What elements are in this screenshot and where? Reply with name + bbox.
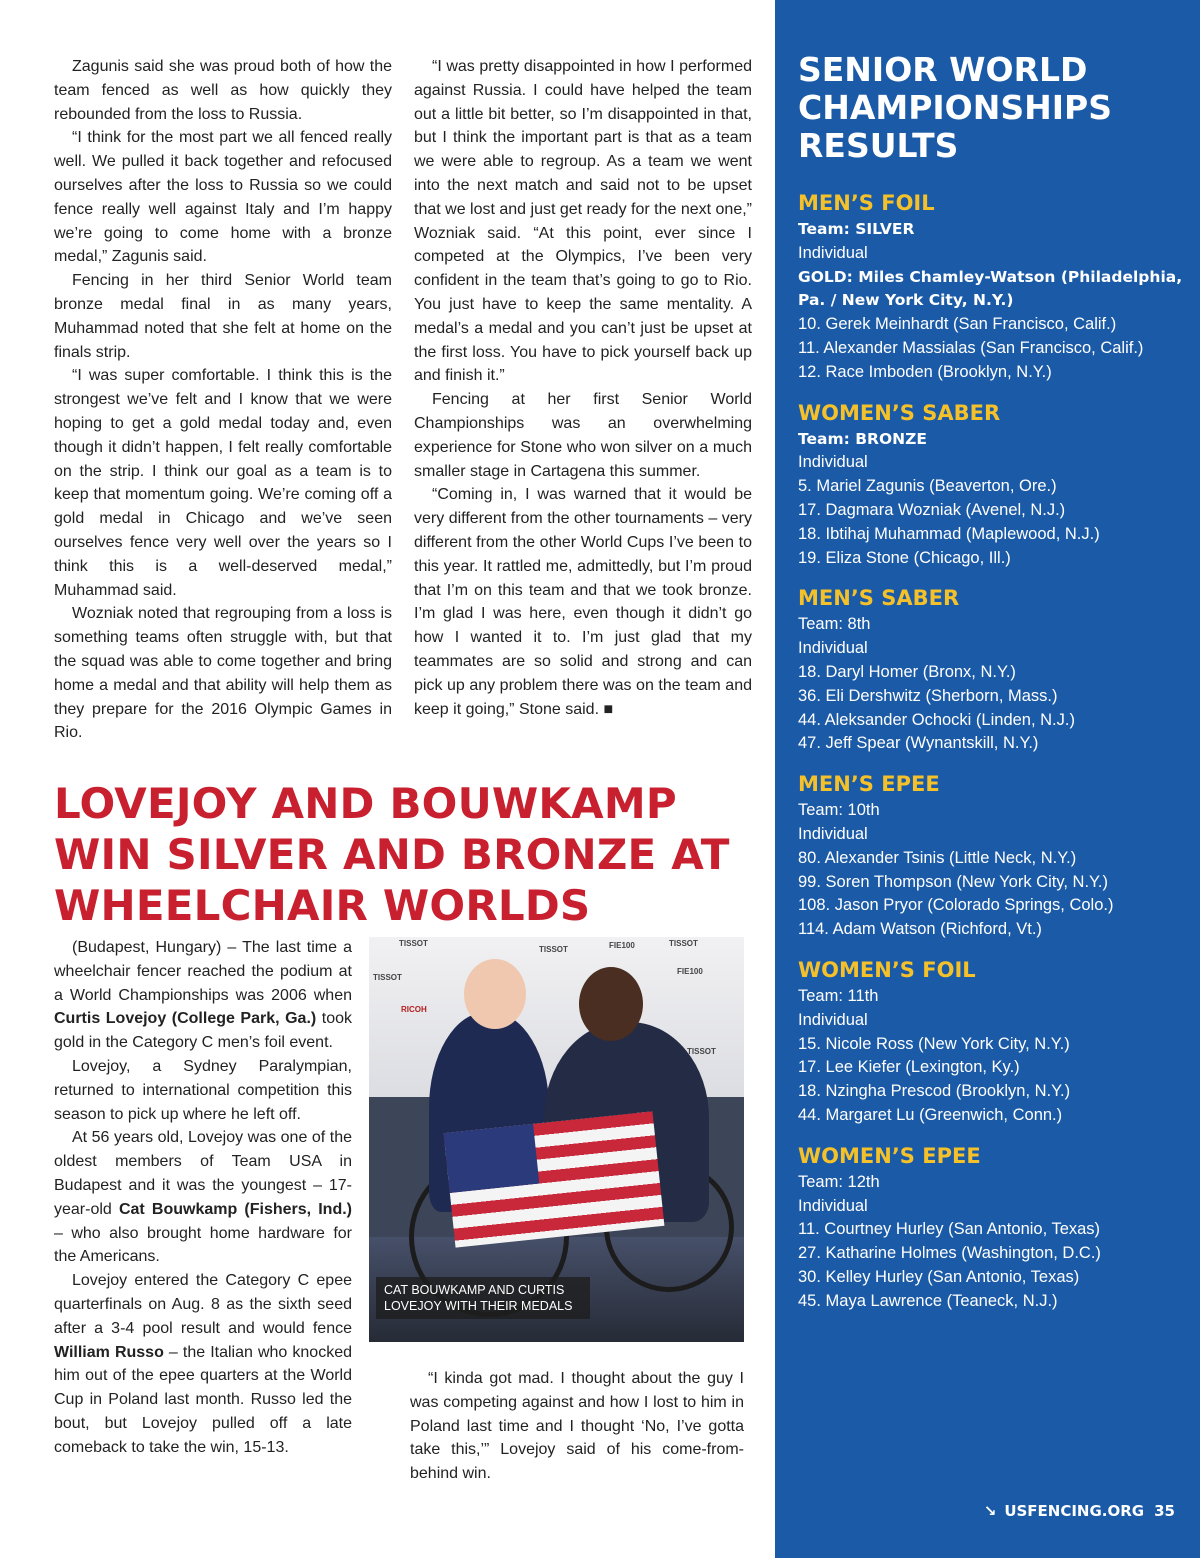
result-line: 5. Mariel Zagunis (Beaverton, Ore.) bbox=[798, 477, 1057, 496]
paragraph: Fencing in her third Senior World team bronze medal final in as many years, Muhammad noted that she felt at home on the finals strip. bbox=[54, 272, 392, 361]
wheelchair-column-2 bbox=[410, 1367, 744, 1486]
results-section bbox=[798, 399, 1188, 571]
result-line: 108. Jason Pryor (Colorado Springs, Colo.) bbox=[798, 896, 1114, 915]
result-line: 11. Courtney Hurley (San Antonio, Texas) bbox=[798, 1220, 1101, 1239]
backdrop-text: TISSOT bbox=[373, 973, 402, 982]
results-section bbox=[798, 770, 1188, 942]
paragraph: “I think for the most part we all fenced really well. We pulled it back together and refocused ourselves after the loss to Russia so we could fence really well against Italy and I’m happy we’re going to come home with a bronze medal,” Zagunis said. bbox=[54, 129, 392, 266]
paragraph bbox=[54, 936, 352, 1055]
paragraph: “I was pretty disappointed in how I performed against Russia. I could have helped the team out a little bit better, so I’m disappointed in that, but I think the important part is that as a team we were able to regroup. As a team we went into the next match and said not to be upset that we lost and just get ready for the next one,” Wozniak said. “At this point, ever since I competed at the Olympics, I’ve been very confident in the team that’s going to go to Rio. You just have to keep the same mentality. A medal’s a medal and you can’t just be upset at the first loss. You have to pick yourself back up and finish it.” bbox=[414, 58, 752, 385]
athlete-right-head bbox=[579, 967, 643, 1041]
wheelchair-headline: LOVEJOY AND BOUWKAMP WIN SILVER AND BRONZE AT WHEELCHAIR WORLDS bbox=[54, 779, 730, 930]
result-line: 36. Eli Dershwitz (Sherborn, Mass.) bbox=[798, 686, 1058, 705]
result-line: Team: 11th bbox=[798, 986, 879, 1005]
results-section bbox=[798, 584, 1188, 756]
result-line: Individual bbox=[798, 639, 868, 658]
result-line: 30. Kelley Hurley (San Antonio, Texas) bbox=[798, 1267, 1080, 1286]
result-highlight: GOLD: Miles Chamley-Watson (Philadelphia, Pa. / New York City, N.Y.) bbox=[798, 267, 1183, 310]
result-line: 44. Margaret Lu (Greenwich, Conn.) bbox=[798, 1105, 1063, 1124]
result-line: Individual bbox=[798, 824, 868, 843]
category-heading: MEN’S EPEE bbox=[798, 772, 940, 797]
result-line: 17. Dagmara Wozniak (Avenel, N.J.) bbox=[798, 500, 1066, 519]
result-line: 11. Alexander Massialas (San Francisco, Calif.) bbox=[798, 338, 1144, 357]
backdrop-text: TISSOT bbox=[539, 945, 568, 954]
bold-name: Curtis Lovejoy (College Park, Ga.) bbox=[54, 1010, 317, 1028]
backdrop-text: TISSOT bbox=[399, 939, 428, 948]
result-highlight: Team: BRONZE bbox=[798, 429, 927, 448]
result-line: 99. Soren Thompson (New York City, N.Y.) bbox=[798, 872, 1108, 891]
backdrop-text: TISSOT bbox=[669, 939, 698, 948]
medalists-photo bbox=[369, 937, 744, 1342]
category-heading: MEN’S FOIL bbox=[798, 191, 935, 215]
bold-name: Cat Bouwkamp (Fishers, Ind.) bbox=[118, 1200, 353, 1218]
paragraph bbox=[54, 1269, 352, 1459]
result-highlight: Team: SILVER bbox=[798, 220, 915, 238]
text-run: At 56 years old, Lovejoy was one of the oldest members of Team USA in Budapest and it was the youngest – 17-year-old bbox=[54, 1129, 352, 1218]
result-line: Individual bbox=[798, 453, 868, 472]
paragraph: “Coming in, I was warned that it would be very different from the other tournaments – very different from the other World Cups I’ve been to this year. It rattled me, admittedly, but I’m proud that I’m on this team and that we took bronze. I’m glad I was here, even though it didn’t go how I wanted it to. I’m just glad that my teammates are so solid and strong and can pick up any problem there was on the team and keep it going,” Stone said. ■ bbox=[414, 486, 752, 718]
results-section bbox=[798, 1142, 1188, 1314]
result-line: 18. Nzingha Prescod (Brooklyn, N.Y.) bbox=[798, 1082, 1071, 1101]
result-line: Individual bbox=[798, 1010, 868, 1029]
paragraph: Fencing at her first Senior World Championships was an overwhelming experience for Stone who won silver on a much smaller stage in Cartagena this summer. bbox=[414, 391, 752, 480]
site-link[interactable]: USFENCING.ORG bbox=[1004, 1502, 1145, 1520]
result-line: Team: 12th bbox=[798, 1172, 880, 1191]
result-line: 17. Lee Kiefer (Lexington, Ky.) bbox=[798, 1058, 1020, 1077]
backdrop-text: FIE100 bbox=[609, 941, 635, 950]
text-run: – who also brought home hardware for the Americans. bbox=[54, 1224, 352, 1266]
result-line: 45. Maya Lawrence (Teaneck, N.J.) bbox=[798, 1291, 1058, 1310]
result-line: 12. Race Imboden (Brooklyn, N.Y.) bbox=[798, 362, 1052, 381]
paragraph: “I was super comfortable. I think this is the strongest we’ve felt and I know that we were hoping to get a gold medal today and, even though it didn’t happen, I felt really comfortable on the strip. I think our goal as a team is to keep that momentum going. We’re coming off a gold medal in Chicago and we’ve seen ourselves fence very well over the years so I think this is a well-deserved medal,” Muhammad said. bbox=[54, 367, 392, 599]
photo-caption: CAT BOUWKAMP AND CURTIS LOVEJOY WITH THEIR MEDALS bbox=[376, 1277, 590, 1319]
result-line: 15. Nicole Ross (New York City, N.Y.) bbox=[798, 1034, 1070, 1053]
american-flag bbox=[444, 1111, 665, 1247]
backdrop-text: TISSOT bbox=[687, 1047, 716, 1056]
text-run: Lovejoy entered the Category C epee quarterfinals on Aug. 8 as the sixth seed after a 3-4 pool result and would fence bbox=[54, 1272, 352, 1337]
result-line: 19. Eliza Stone (Chicago, Ill.) bbox=[798, 548, 1011, 567]
results-section bbox=[798, 956, 1188, 1128]
wheelchair-column-1 bbox=[54, 936, 352, 1460]
results-list bbox=[798, 189, 1188, 1327]
backdrop-text: FIE100 bbox=[677, 967, 703, 976]
text-run: took gold in the Category C men’s foil event. bbox=[54, 1010, 352, 1052]
page-footer bbox=[775, 1502, 1175, 1520]
text-run: – the Italian who knocked him out of the epee quarters at the World Cup in Poland last month. Russo led the bout, but Lovejoy pulled off a late comeback to take the win, 15-13. bbox=[54, 1343, 352, 1456]
result-line: 27. Katharine Holmes (Washington, D.C.) bbox=[798, 1244, 1101, 1263]
page-number: 35 bbox=[1154, 1502, 1175, 1520]
paragraph: Zagunis said she was proud both of how the team fenced as well as how quickly they rebounded from the loss to Russia. bbox=[54, 58, 392, 123]
category-heading: WOMEN’S SABER bbox=[798, 400, 1001, 425]
category-heading: MEN’S SABER bbox=[798, 586, 960, 611]
result-line: 114. Adam Watson (Richford, Vt.) bbox=[798, 920, 1042, 939]
result-line: 47. Jeff Spear (Wynantskill, N.Y.) bbox=[798, 734, 1039, 753]
result-line: 10. Gerek Meinhardt (San Francisco, Calif.) bbox=[798, 315, 1117, 334]
result-line: 44. Aleksander Ochocki (Linden, N.J.) bbox=[798, 710, 1075, 729]
result-line: Individual bbox=[798, 1196, 868, 1215]
result-line: 18. Ibtihaj Muhammad (Maplewood, N.J.) bbox=[798, 524, 1100, 543]
paragraph bbox=[54, 1055, 352, 1126]
paragraph: Wozniak noted that regrouping from a loss is something teams often struggle with, but that the squad was able to come together and bring home a medal and that ability will help them as they prepare for the 2016 Olympic Games in Rio. bbox=[54, 605, 392, 742]
results-section bbox=[798, 189, 1188, 385]
category-heading: WOMEN’S FOIL bbox=[798, 957, 976, 982]
result-line: Team: 10th bbox=[798, 801, 880, 820]
bold-name: William Russo bbox=[54, 1343, 164, 1361]
text-run: (Budapest, Hungary) – The last time a wheelchair fencer reached the podium at a World Championships was 2006 when bbox=[54, 939, 352, 1004]
article-column-1 bbox=[54, 55, 392, 745]
result-line: 80. Alexander Tsinis (Little Neck, N.Y.) bbox=[798, 848, 1077, 867]
athlete-left-head bbox=[464, 959, 526, 1029]
result-line: Individual bbox=[798, 243, 868, 262]
paragraph: “I kinda got mad. I thought about the guy I was competing against and how I lost to him in Poland last time and I thought ‘No, I’ve gotta take this,’” Lovejoy said of his come-from-behind win. bbox=[410, 1370, 744, 1483]
arrow-icon: ↘ bbox=[983, 1502, 997, 1520]
article-column-2 bbox=[414, 55, 752, 721]
backdrop-text: RICOH bbox=[401, 1005, 427, 1014]
text-run: Lovejoy, a Sydney Paralympian, returned to international competition this season to pick up where he left off. bbox=[54, 1057, 352, 1123]
sidebar-title: SENIOR WORLD CHAMPIONSHIPS RESULTS bbox=[798, 50, 1112, 165]
result-line: Team: 8th bbox=[798, 615, 871, 634]
category-heading: WOMEN’S EPEE bbox=[798, 1143, 981, 1168]
result-line: 18. Daryl Homer (Bronx, N.Y.) bbox=[798, 662, 1016, 681]
paragraph bbox=[54, 1126, 352, 1269]
results-sidebar bbox=[775, 0, 1200, 1558]
